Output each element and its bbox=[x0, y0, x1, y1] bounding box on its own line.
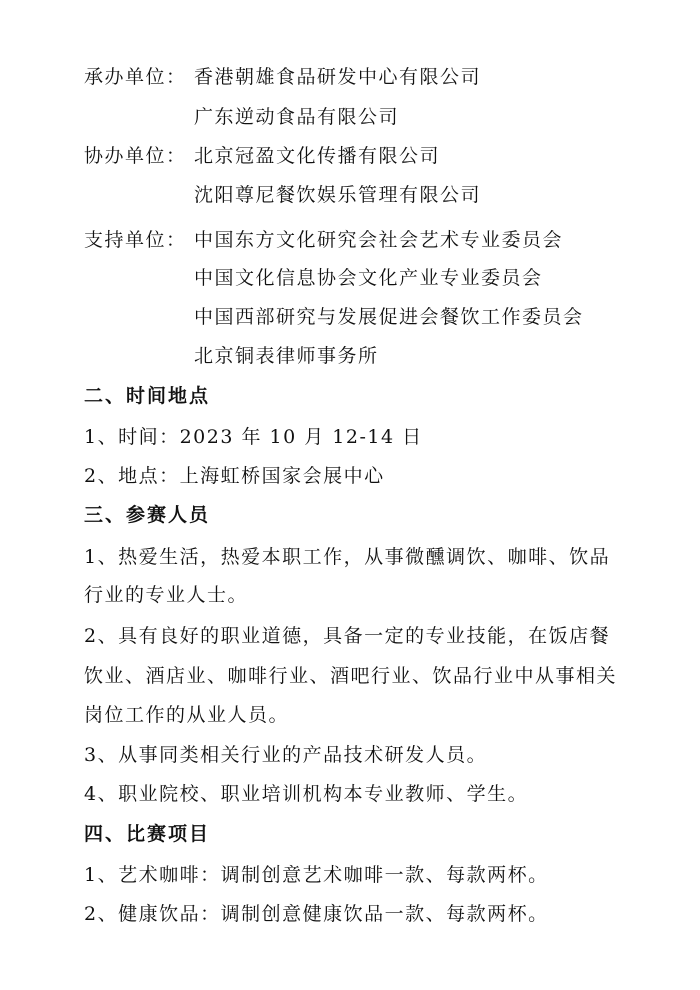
host-item: 香港朝雄食品研发中心有限公司 bbox=[194, 66, 482, 88]
paragraph-line: 2、具有良好的职业道德，具备一定的专业技能，在饭店餐 bbox=[84, 625, 611, 647]
paragraph-line: 岗位工作的从业人员。 bbox=[84, 704, 290, 726]
co-host-row bbox=[84, 144, 440, 168]
paragraph-line: 1、热爱生活，热爱本职工作，从事微醺调饮、咖啡、饮品 bbox=[84, 546, 611, 568]
paragraph-line: 3、从事同类相关行业的产品技术研发人员。 bbox=[84, 744, 488, 766]
paragraph-line: 2、地点：上海虹桥国家会展中心 bbox=[84, 465, 385, 487]
host-row bbox=[84, 65, 481, 89]
co-host-item: 沈阳尊尼餐饮娱乐管理有限公司 bbox=[194, 184, 482, 206]
paragraph-line: 4、职业院校、职业培训机构本专业教师、学生。 bbox=[84, 783, 529, 805]
paragraph-line: 1、时间：2023 年 10 月 12-14 日 bbox=[84, 426, 423, 448]
support-row bbox=[84, 228, 563, 252]
paragraph-line: 饮业、酒店业、咖啡行业、酒吧行业、饮品行业中从事相关 bbox=[84, 665, 618, 687]
paragraph-line: 1、艺术咖啡：调制创意艺术咖啡一款、每款两杯。 bbox=[84, 864, 549, 886]
support-item: 中国东方文化研究会社会艺术专业委员会 bbox=[194, 229, 564, 251]
support-label: 支持单位： bbox=[84, 229, 187, 251]
section-heading: 二、时间地点 bbox=[84, 385, 211, 407]
host-item: 广东逆动食品有限公司 bbox=[194, 106, 400, 128]
co-host-label: 协办单位： bbox=[84, 145, 187, 167]
support-item: 中国西部研究与发展促进会餐饮工作委员会 bbox=[194, 306, 584, 328]
section-heading: 四、比赛项目 bbox=[84, 823, 211, 845]
support-item: 北京铜表律师事务所 bbox=[194, 345, 379, 367]
co-host-item: 北京冠盈文化传播有限公司 bbox=[194, 145, 441, 167]
paragraph-line: 行业的专业人士。 bbox=[84, 584, 249, 606]
host-label: 承办单位： bbox=[84, 66, 187, 88]
paragraph-line: 2、健康饮品：调制创意健康饮品一款、每款两杯。 bbox=[84, 903, 549, 925]
section-heading: 三、参赛人员 bbox=[84, 504, 211, 526]
support-item: 中国文化信息协会文化产业专业委员会 bbox=[194, 267, 543, 289]
